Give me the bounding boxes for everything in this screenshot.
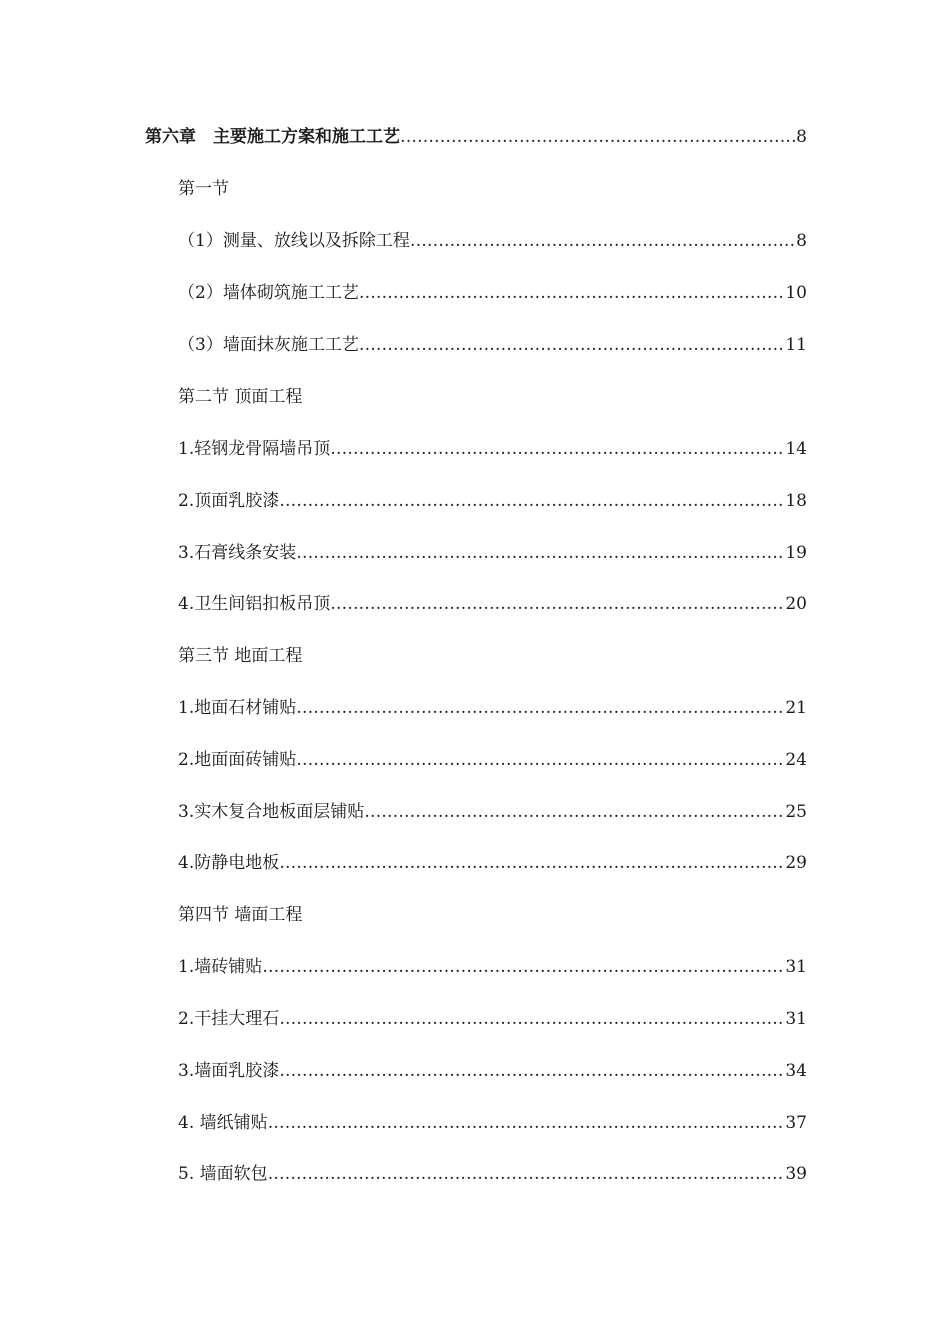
toc-leader-dots bbox=[279, 1006, 784, 1032]
toc-page-number: 10 bbox=[785, 283, 807, 303]
toc-page-number: 25 bbox=[785, 802, 807, 822]
toc-page-number: 11 bbox=[785, 335, 807, 355]
toc-entry-label: 4.卫生间铝扣板吊顶 bbox=[178, 594, 331, 614]
toc-entry-label: （2）墙体砌筑施工工艺 bbox=[178, 283, 359, 303]
toc-page-number: 31 bbox=[785, 957, 807, 977]
toc-page-number: 20 bbox=[785, 594, 807, 614]
toc-entry[interactable] bbox=[178, 1110, 807, 1136]
toc-leader-dots bbox=[268, 1161, 785, 1187]
toc-entry-label: （1）测量、放线以及拆除工程 bbox=[178, 231, 410, 251]
toc-leader-dots bbox=[296, 540, 784, 566]
toc-entry-label: 4. 墙纸铺贴 bbox=[178, 1113, 268, 1133]
toc-leader-dots bbox=[296, 747, 784, 773]
toc-leader-dots bbox=[268, 1110, 785, 1136]
toc-entry[interactable] bbox=[178, 280, 807, 306]
toc-chapter-entry[interactable] bbox=[145, 124, 807, 150]
toc-leader-dots bbox=[330, 436, 784, 462]
toc-entry-label: 4.防静电地板 bbox=[178, 853, 280, 873]
toc-entry[interactable] bbox=[178, 1006, 807, 1032]
toc-entry[interactable] bbox=[178, 1161, 807, 1187]
toc-page-number: 8 bbox=[796, 231, 807, 251]
toc-chapter-label: 第六章 主要施工方案和施工工艺 bbox=[145, 127, 400, 147]
toc-leader-dots bbox=[330, 591, 784, 617]
toc-section-title: 第三节 地面工程 bbox=[178, 646, 303, 666]
toc-page-number: 31 bbox=[785, 1009, 807, 1029]
toc-entry[interactable] bbox=[178, 954, 807, 980]
toc-leader-dots bbox=[359, 332, 785, 358]
toc-page-number: 24 bbox=[785, 750, 807, 770]
toc-entry[interactable] bbox=[178, 1058, 807, 1084]
toc-entry-label: 1.墙砖铺贴 bbox=[178, 957, 263, 977]
toc-entry-label: 2.地面面砖铺贴 bbox=[178, 750, 297, 770]
toc-page-number: 18 bbox=[785, 491, 807, 511]
toc-section-title: 第二节 顶面工程 bbox=[178, 387, 303, 407]
toc-page-number: 29 bbox=[785, 853, 807, 873]
toc-page-number: 14 bbox=[785, 439, 807, 459]
toc-entry-label: 1.地面石材铺贴 bbox=[178, 698, 297, 718]
toc-page-number: 34 bbox=[785, 1061, 807, 1081]
toc-leader-dots bbox=[279, 850, 784, 876]
toc-leader-dots bbox=[279, 488, 784, 514]
toc-page-number: 37 bbox=[785, 1113, 807, 1133]
toc-entry-label: （3）墙面抹灰施工工艺 bbox=[178, 335, 359, 355]
toc-entry-label: 3.实木复合地板面层铺贴 bbox=[178, 802, 365, 822]
toc-leader-dots bbox=[364, 799, 784, 825]
toc-section-title: 第一节 bbox=[178, 179, 229, 199]
toc-entry-label: 2.干挂大理石 bbox=[178, 1009, 280, 1029]
toc-leader-dots bbox=[400, 124, 795, 150]
toc-page-number: 21 bbox=[785, 698, 807, 718]
toc-entry[interactable] bbox=[178, 540, 807, 566]
toc-leader-dots bbox=[296, 695, 784, 721]
toc-entry-label: 2.顶面乳胶漆 bbox=[178, 491, 280, 511]
toc-entry[interactable] bbox=[178, 799, 807, 825]
toc-section-title: 第四节 墙面工程 bbox=[178, 905, 303, 925]
toc-entry-label: 5. 墙面软包 bbox=[178, 1164, 268, 1184]
toc-page-number: 39 bbox=[785, 1164, 807, 1184]
toc-entry[interactable] bbox=[178, 591, 807, 617]
toc-entry-label: 3.墙面乳胶漆 bbox=[178, 1061, 280, 1081]
toc-entry[interactable] bbox=[178, 436, 807, 462]
toc-leader-dots bbox=[410, 228, 795, 254]
toc-entry[interactable] bbox=[178, 228, 807, 254]
toc-leader-dots bbox=[262, 954, 784, 980]
toc-entry-label: 1.轻钢龙骨隔墙吊顶 bbox=[178, 439, 331, 459]
toc-entry[interactable] bbox=[178, 850, 807, 876]
toc-leader-dots bbox=[279, 1058, 784, 1084]
toc-page-number: 19 bbox=[785, 543, 807, 563]
toc-entry[interactable] bbox=[178, 747, 807, 773]
toc-entry[interactable] bbox=[178, 695, 807, 721]
toc-leader-dots bbox=[359, 280, 785, 306]
toc-page-number: 8 bbox=[796, 127, 807, 147]
toc-entry[interactable] bbox=[178, 332, 807, 358]
toc-entry-label: 3.石膏线条安装 bbox=[178, 543, 297, 563]
toc-entry[interactable] bbox=[178, 488, 807, 514]
